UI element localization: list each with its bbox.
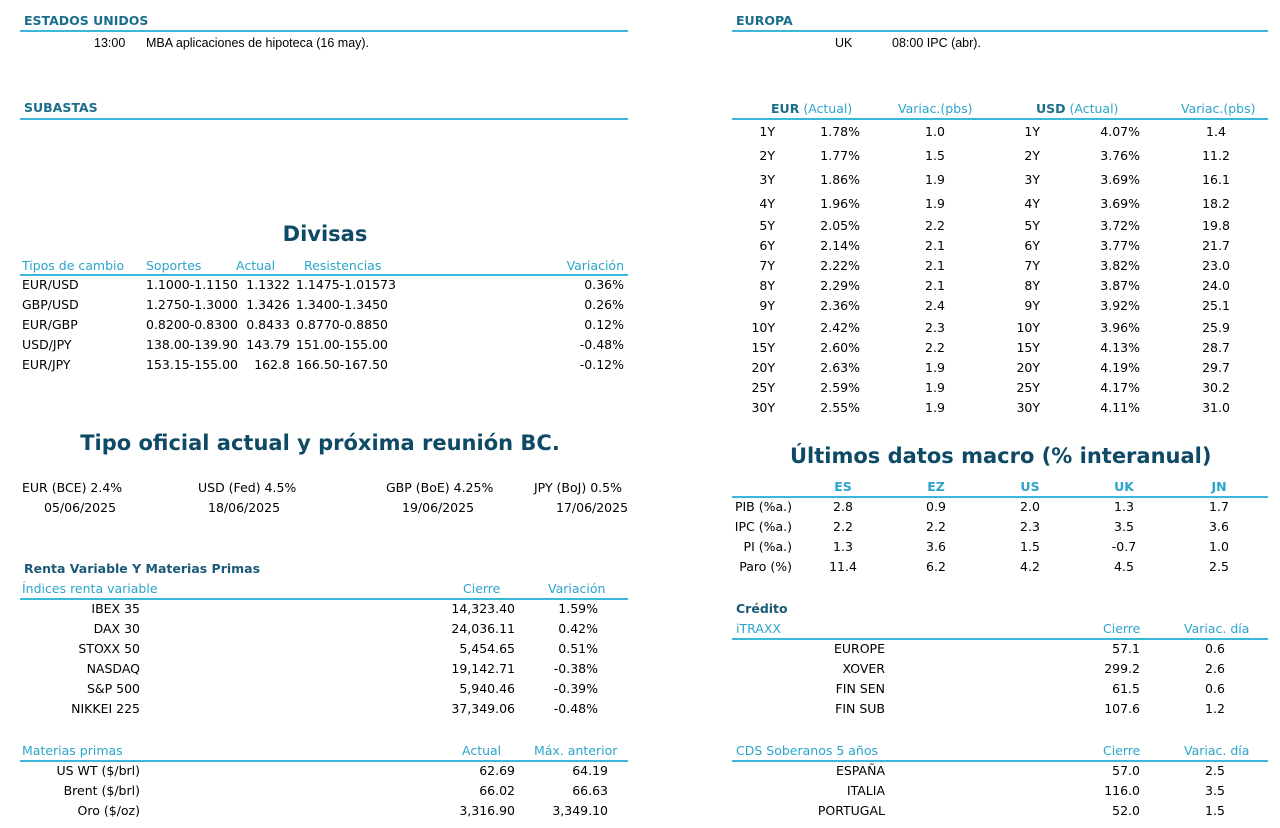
credit-name: XOVER bbox=[842, 661, 885, 676]
us-section-title: ESTADOS UNIDOS bbox=[24, 13, 149, 28]
bonds-usd-label: USD bbox=[1036, 101, 1066, 116]
equity-divider bbox=[20, 598, 628, 600]
bond-usd-tenor: 20Y bbox=[1016, 360, 1040, 375]
fx-change: 0.36% bbox=[584, 277, 624, 292]
fx-col-change: Variación bbox=[566, 258, 624, 273]
commod-col-name: Materias primas bbox=[22, 743, 123, 758]
rate-label: EUR (BCE) 2.4% bbox=[22, 480, 123, 495]
bond-eur-yield: 1.96% bbox=[820, 196, 860, 211]
fx-resistance: 1.3400-1.3450 bbox=[296, 297, 388, 312]
equity-change: -0.48% bbox=[553, 701, 598, 716]
cds-change: 2.5 bbox=[1205, 763, 1225, 778]
equity-close: 5,940.46 bbox=[459, 681, 515, 696]
bond-eur-change: 2.1 bbox=[925, 258, 945, 273]
rate-label: JPY (BoJ) 0.5% bbox=[534, 480, 622, 495]
equity-close: 14,323.40 bbox=[451, 601, 515, 616]
macro-col-jn: JN bbox=[1211, 479, 1227, 494]
bond-usd-change: 30.2 bbox=[1202, 380, 1230, 395]
bond-usd-change: 29.7 bbox=[1202, 360, 1230, 375]
bond-eur-change: 1.9 bbox=[925, 360, 945, 375]
bond-eur-yield: 2.63% bbox=[820, 360, 860, 375]
bond-usd-change: 16.1 bbox=[1202, 172, 1230, 187]
bond-usd-change: 18.2 bbox=[1202, 196, 1230, 211]
equity-title: Renta Variable Y Materias Primas bbox=[24, 561, 261, 576]
bond-eur-change: 2.4 bbox=[925, 298, 945, 313]
macro-value: 2.2 bbox=[926, 519, 946, 534]
bond-eur-yield: 2.36% bbox=[820, 298, 860, 313]
cds-close: 52.0 bbox=[1112, 803, 1140, 818]
cds-change: 3.5 bbox=[1205, 783, 1225, 798]
eu-section-title: EUROPA bbox=[736, 13, 793, 28]
macro-row bbox=[0, 559, 1280, 579]
bond-eur-yield: 2.14% bbox=[820, 238, 860, 253]
bonds-usd-actual: (Actual) bbox=[1069, 101, 1119, 116]
us-divider bbox=[20, 30, 628, 32]
credit-title: Crédito bbox=[736, 601, 788, 616]
bond-row bbox=[0, 320, 1280, 340]
bond-eur-yield: 2.55% bbox=[820, 400, 860, 415]
bond-eur-tenor: 25Y bbox=[751, 380, 775, 395]
fx-pair: EUR/GBP bbox=[22, 317, 78, 332]
fx-col-pair: Tipos de cambio bbox=[22, 258, 125, 273]
commodity-current: 62.69 bbox=[479, 763, 515, 778]
bond-eur-tenor: 1Y bbox=[759, 124, 775, 139]
bond-usd-yield: 4.17% bbox=[1100, 380, 1140, 395]
equity-index: IBEX 35 bbox=[91, 601, 140, 616]
us-event: MBA aplicaciones de hipoteca (16 may). bbox=[146, 36, 370, 50]
bond-eur-tenor: 7Y bbox=[759, 258, 775, 273]
bond-eur-tenor: 30Y bbox=[751, 400, 775, 415]
macro-value: 1.3 bbox=[833, 539, 853, 554]
macro-row bbox=[0, 499, 1280, 519]
bond-row bbox=[0, 172, 1280, 192]
equity-close: 37,349.06 bbox=[451, 701, 515, 716]
eu-event: 08:00 IPC (abr). bbox=[892, 36, 981, 50]
bond-usd-tenor: 2Y bbox=[1024, 148, 1040, 163]
bond-eur-change: 1.9 bbox=[925, 172, 945, 187]
bond-usd-change: 23.0 bbox=[1202, 258, 1230, 273]
cds-close: 57.0 bbox=[1112, 763, 1140, 778]
equity-close: 5,454.65 bbox=[459, 641, 515, 656]
bond-usd-change: 28.7 bbox=[1202, 340, 1230, 355]
macro-value: 4.2 bbox=[1020, 559, 1040, 574]
credit-close: 61.5 bbox=[1112, 681, 1140, 696]
fx-support: 1.2750-1.3000 bbox=[146, 297, 238, 312]
credit-change: 1.2 bbox=[1205, 701, 1225, 716]
bond-row bbox=[0, 238, 1280, 258]
bond-row bbox=[0, 360, 1280, 380]
bond-usd-change: 21.7 bbox=[1202, 238, 1230, 253]
macro-divider bbox=[732, 496, 1268, 498]
equity-col-close: Cierre bbox=[463, 581, 501, 596]
macro-row bbox=[0, 519, 1280, 539]
bond-row bbox=[0, 148, 1280, 168]
fx-pair: GBP/USD bbox=[22, 297, 79, 312]
bond-eur-yield: 2.59% bbox=[820, 380, 860, 395]
macro-value: 3.5 bbox=[1114, 519, 1134, 534]
rate-next-meeting: 19/06/2025 bbox=[402, 500, 475, 515]
fx-change: -0.48% bbox=[579, 337, 624, 352]
fx-current: 1.3426 bbox=[246, 297, 290, 312]
bond-eur-tenor: 15Y bbox=[751, 340, 775, 355]
fx-change: 0.26% bbox=[584, 297, 624, 312]
bond-usd-yield: 3.82% bbox=[1100, 258, 1140, 273]
equity-col-index: Índices renta variable bbox=[22, 581, 158, 596]
credit-change: 0.6 bbox=[1205, 681, 1225, 696]
equity-col-change: Variación bbox=[548, 581, 606, 596]
bond-usd-change: 31.0 bbox=[1202, 400, 1230, 415]
bond-row bbox=[0, 380, 1280, 400]
macro-value: 6.2 bbox=[926, 559, 946, 574]
bond-usd-yield: 3.76% bbox=[1100, 148, 1140, 163]
macro-value: 1.5 bbox=[1020, 539, 1040, 554]
rate-next-meeting: 18/06/2025 bbox=[208, 500, 281, 515]
cds-country: ESPAÑA bbox=[835, 763, 885, 778]
macro-value: 1.7 bbox=[1209, 499, 1229, 514]
cds-divider bbox=[732, 760, 1268, 762]
bond-eur-yield: 2.42% bbox=[820, 320, 860, 335]
macro-value: 2.5 bbox=[1209, 559, 1229, 574]
bond-eur-change: 2.3 bbox=[925, 320, 945, 335]
bond-eur-change: 1.0 bbox=[925, 124, 945, 139]
equity-close: 19,142.71 bbox=[451, 661, 515, 676]
bond-usd-tenor: 30Y bbox=[1016, 400, 1040, 415]
bonds-col-usd bbox=[1036, 101, 1118, 116]
cds-col-name: CDS Soberanos 5 años bbox=[736, 743, 878, 758]
commodity-name: Oro ($/oz) bbox=[77, 803, 140, 818]
macro-indicator: IPC (%a.) bbox=[734, 519, 792, 534]
credit-close: 107.6 bbox=[1104, 701, 1140, 716]
cds-row bbox=[0, 803, 1280, 823]
macro-indicator: PI (%a.) bbox=[743, 539, 792, 554]
bond-usd-yield: 3.69% bbox=[1100, 196, 1140, 211]
fx-current: 143.79 bbox=[246, 337, 290, 352]
credit-change: 2.6 bbox=[1205, 661, 1225, 676]
macro-title: Últimos datos macro (% interanual) bbox=[790, 444, 1212, 468]
credit-col-close: Cierre bbox=[1103, 621, 1141, 636]
cds-country: ITALIA bbox=[846, 783, 885, 798]
bond-eur-tenor: 20Y bbox=[751, 360, 775, 375]
bond-usd-change: 11.2 bbox=[1202, 148, 1230, 163]
rate-label: USD (Fed) 4.5% bbox=[198, 480, 297, 495]
bonds-divider bbox=[732, 118, 1268, 120]
bond-eur-yield: 1.78% bbox=[820, 124, 860, 139]
equity-index: S&P 500 bbox=[86, 681, 140, 696]
credit-close: 57.1 bbox=[1112, 641, 1140, 656]
fx-resistance: 0.8770-0.8850 bbox=[296, 317, 388, 332]
bond-eur-tenor: 10Y bbox=[751, 320, 775, 335]
bond-row bbox=[0, 196, 1280, 216]
bond-eur-tenor: 2Y bbox=[759, 148, 775, 163]
equity-change: 0.51% bbox=[558, 641, 598, 656]
fx-support: 1.1000-1.1150 bbox=[146, 277, 238, 292]
bond-eur-yield: 2.60% bbox=[820, 340, 860, 355]
credit-name: EUROPE bbox=[833, 641, 885, 656]
bond-usd-yield: 4.19% bbox=[1100, 360, 1140, 375]
fx-resistance: 1.1475-1.01573 bbox=[296, 277, 396, 292]
bond-eur-tenor: 6Y bbox=[759, 238, 775, 253]
bond-usd-tenor: 8Y bbox=[1024, 278, 1040, 293]
bond-eur-tenor: 3Y bbox=[759, 172, 775, 187]
bond-usd-tenor: 15Y bbox=[1016, 340, 1040, 355]
commodity-prevmax: 64.19 bbox=[572, 763, 608, 778]
macro-col-ez: EZ bbox=[927, 479, 945, 494]
credit-name: FIN SUB bbox=[835, 701, 885, 716]
fx-title: Divisas bbox=[282, 222, 368, 246]
fx-pair: USD/JPY bbox=[22, 337, 72, 352]
credit-row bbox=[0, 661, 1280, 681]
equity-row bbox=[0, 601, 1280, 621]
bonds-col-eur-var: Variac.(pbs) bbox=[898, 101, 973, 116]
macro-value: 1.3 bbox=[1114, 499, 1134, 514]
bond-row bbox=[0, 218, 1280, 238]
bond-usd-change: 1.4 bbox=[1206, 124, 1226, 139]
bond-eur-tenor: 5Y bbox=[759, 218, 775, 233]
bond-eur-tenor: 4Y bbox=[759, 196, 775, 211]
us-event-time: 13:00 bbox=[94, 36, 126, 50]
bond-eur-yield: 1.77% bbox=[820, 148, 860, 163]
equity-index: STOXX 50 bbox=[78, 641, 140, 656]
bond-usd-yield: 4.11% bbox=[1100, 400, 1140, 415]
bond-eur-change: 1.9 bbox=[925, 196, 945, 211]
macro-indicator: Paro (%) bbox=[739, 559, 792, 574]
macro-value: 0.9 bbox=[926, 499, 946, 514]
macro-value: 2.2 bbox=[833, 519, 853, 534]
credit-col-change: Variac. día bbox=[1184, 621, 1250, 636]
commodity-name: US WT ($/brl) bbox=[56, 763, 140, 778]
cds-row bbox=[0, 783, 1280, 803]
rate-next-meeting: 17/06/2025 bbox=[556, 500, 629, 515]
bond-eur-yield: 1.86% bbox=[820, 172, 860, 187]
bond-row bbox=[0, 124, 1280, 144]
macro-col-uk: UK bbox=[1114, 479, 1134, 494]
bond-eur-change: 1.9 bbox=[925, 380, 945, 395]
equity-index: NASDAQ bbox=[86, 661, 140, 676]
fx-change: -0.12% bbox=[579, 357, 624, 372]
bond-usd-change: 24.0 bbox=[1202, 278, 1230, 293]
macro-value: 2.3 bbox=[1020, 519, 1040, 534]
fx-change: 0.12% bbox=[584, 317, 624, 332]
fx-col-current: Actual bbox=[236, 258, 276, 273]
commod-divider bbox=[20, 760, 628, 762]
bond-eur-change: 2.2 bbox=[925, 218, 945, 233]
fx-support: 0.8200-0.8300 bbox=[146, 317, 238, 332]
credit-row bbox=[0, 681, 1280, 701]
fx-resistance: 166.50-167.50 bbox=[296, 357, 388, 372]
commodity-prevmax: 3,349.10 bbox=[552, 803, 608, 818]
bond-eur-tenor: 8Y bbox=[759, 278, 775, 293]
bonds-col-eur bbox=[771, 101, 852, 116]
macro-value: 11.4 bbox=[829, 559, 857, 574]
bond-usd-tenor: 6Y bbox=[1024, 238, 1040, 253]
bonds-eur-actual: (Actual) bbox=[803, 101, 853, 116]
eu-event-country: UK bbox=[835, 36, 853, 50]
equity-close: 24,036.11 bbox=[451, 621, 515, 636]
credit-close: 299.2 bbox=[1104, 661, 1140, 676]
bond-usd-yield: 3.87% bbox=[1100, 278, 1140, 293]
bond-eur-yield: 2.22% bbox=[820, 258, 860, 273]
equity-change: 0.42% bbox=[558, 621, 598, 636]
cds-col-close: Cierre bbox=[1103, 743, 1141, 758]
commodity-prevmax: 66.63 bbox=[572, 783, 608, 798]
bond-usd-yield: 3.69% bbox=[1100, 172, 1140, 187]
fx-support: 138.00-139.90 bbox=[146, 337, 238, 352]
bond-eur-tenor: 9Y bbox=[759, 298, 775, 313]
equity-change: -0.39% bbox=[553, 681, 598, 696]
credit-change: 0.6 bbox=[1205, 641, 1225, 656]
macro-value: 3.6 bbox=[926, 539, 946, 554]
bond-row bbox=[0, 340, 1280, 360]
bond-row bbox=[0, 400, 1280, 420]
bond-usd-tenor: 4Y bbox=[1024, 196, 1040, 211]
commodity-current: 66.02 bbox=[479, 783, 515, 798]
auctions-divider bbox=[20, 118, 628, 120]
bond-usd-tenor: 3Y bbox=[1024, 172, 1040, 187]
rate-next-meeting: 05/06/2025 bbox=[44, 500, 117, 515]
equity-change: -0.38% bbox=[553, 661, 598, 676]
cds-change: 1.5 bbox=[1205, 803, 1225, 818]
bond-usd-tenor: 5Y bbox=[1024, 218, 1040, 233]
fx-resistance: 151.00-155.00 bbox=[296, 337, 388, 352]
bond-usd-yield: 3.77% bbox=[1100, 238, 1140, 253]
commodity-current: 3,316.90 bbox=[459, 803, 515, 818]
macro-col-es: ES bbox=[834, 479, 852, 494]
fx-col-resistance: Resistencias bbox=[304, 258, 382, 273]
credit-row bbox=[0, 701, 1280, 721]
credit-col-itraxx: iTRAXX bbox=[736, 621, 781, 636]
auctions-title: SUBASTAS bbox=[24, 100, 98, 115]
fx-col-support: Soportes bbox=[146, 258, 202, 273]
macro-value: 2.0 bbox=[1020, 499, 1040, 514]
fx-current: 1.1322 bbox=[246, 277, 290, 292]
macro-value: 1.0 bbox=[1209, 539, 1229, 554]
credit-row bbox=[0, 641, 1280, 661]
cds-country: PORTUGAL bbox=[817, 803, 885, 818]
bond-row bbox=[0, 278, 1280, 298]
bond-usd-yield: 3.72% bbox=[1100, 218, 1140, 233]
bond-usd-tenor: 10Y bbox=[1016, 320, 1040, 335]
bond-usd-change: 19.8 bbox=[1202, 218, 1230, 233]
bond-usd-yield: 4.07% bbox=[1100, 124, 1140, 139]
fx-pair: EUR/USD bbox=[22, 277, 79, 292]
equity-change: 1.59% bbox=[558, 601, 598, 616]
commodity-name: Brent ($/brl) bbox=[63, 783, 140, 798]
bond-eur-change: 1.5 bbox=[925, 148, 945, 163]
bonds-eur-label: EUR bbox=[771, 101, 800, 116]
equity-index: NIKKEI 225 bbox=[71, 701, 140, 716]
bond-usd-tenor: 25Y bbox=[1016, 380, 1040, 395]
cds-row bbox=[0, 763, 1280, 783]
macro-row bbox=[0, 539, 1280, 559]
credit-divider bbox=[732, 638, 1268, 640]
bond-usd-change: 25.1 bbox=[1202, 298, 1230, 313]
cds-close: 116.0 bbox=[1104, 783, 1140, 798]
bond-eur-change: 1.9 bbox=[925, 400, 945, 415]
bond-usd-yield: 3.92% bbox=[1100, 298, 1140, 313]
macro-value: -0.7 bbox=[1111, 539, 1137, 554]
bond-row bbox=[0, 258, 1280, 278]
bond-eur-yield: 2.29% bbox=[820, 278, 860, 293]
fx-pair: EUR/JPY bbox=[22, 357, 71, 372]
macro-value: 4.5 bbox=[1114, 559, 1134, 574]
fx-current: 0.8433 bbox=[246, 317, 290, 332]
equity-index: DAX 30 bbox=[93, 621, 140, 636]
bond-usd-yield: 4.13% bbox=[1100, 340, 1140, 355]
bond-usd-tenor: 7Y bbox=[1024, 258, 1040, 273]
eu-divider bbox=[732, 30, 1268, 32]
fx-support: 153.15-155.00 bbox=[146, 357, 238, 372]
bond-usd-tenor: 1Y bbox=[1024, 124, 1040, 139]
credit-name: FIN SEN bbox=[835, 681, 885, 696]
macro-indicator: PIB (%a.) bbox=[734, 499, 792, 514]
bond-usd-change: 25.9 bbox=[1202, 320, 1230, 335]
bonds-col-usd-var: Variac.(pbs) bbox=[1181, 101, 1256, 116]
cds-col-change: Variac. día bbox=[1184, 743, 1250, 758]
macro-value: 2.8 bbox=[833, 499, 853, 514]
macro-col-us: US bbox=[1020, 479, 1040, 494]
commod-col-current: Actual bbox=[462, 743, 502, 758]
rate-label: GBP (BoE) 4.25% bbox=[386, 480, 494, 495]
bond-row bbox=[0, 298, 1280, 318]
fx-current: 162.8 bbox=[254, 357, 290, 372]
bond-eur-change: 2.1 bbox=[925, 238, 945, 253]
commod-col-prevmax: Máx. anterior bbox=[534, 743, 618, 758]
bond-eur-change: 2.1 bbox=[925, 278, 945, 293]
macro-value: 3.6 bbox=[1209, 519, 1229, 534]
bond-usd-yield: 3.96% bbox=[1100, 320, 1140, 335]
rates-title: Tipo oficial actual y próxima reunión BC. bbox=[80, 431, 560, 455]
bond-eur-change: 2.2 bbox=[925, 340, 945, 355]
bond-eur-yield: 2.05% bbox=[820, 218, 860, 233]
bond-usd-tenor: 9Y bbox=[1024, 298, 1040, 313]
